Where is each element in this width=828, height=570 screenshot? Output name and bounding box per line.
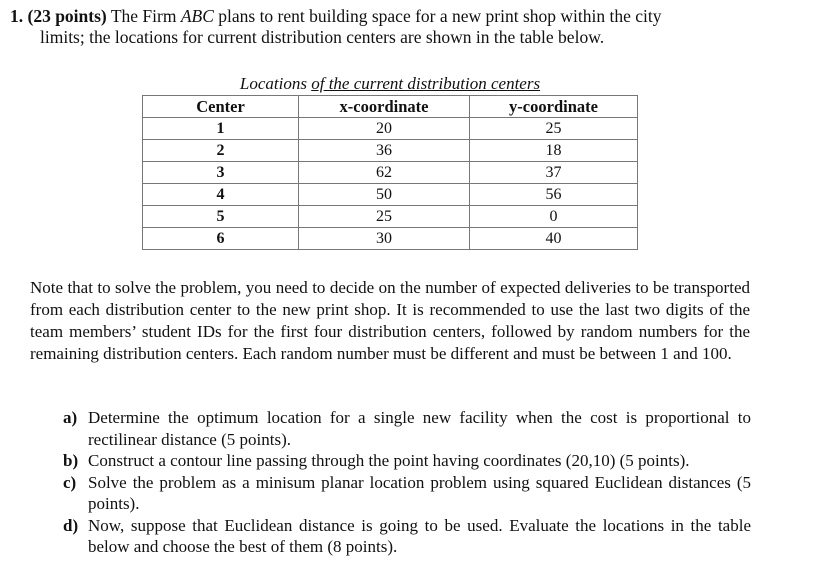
- part-label: b): [63, 451, 79, 470]
- cell-center: 5: [143, 206, 299, 228]
- cell-x: 50: [299, 184, 470, 206]
- part-label: c): [63, 472, 77, 492]
- header-y: y-coordinate: [470, 96, 638, 118]
- cell-y: 56: [470, 184, 638, 206]
- table-row: [143, 206, 638, 228]
- part-c: [63, 472, 751, 515]
- question-parts: [63, 407, 751, 558]
- part-text: Now, suppose that Euclidean distance is going to be used. Evaluate the locations in the table below and choose the best of them (8 points).: [88, 515, 751, 556]
- cell-y: 37: [470, 162, 638, 184]
- cell-x: 36: [299, 140, 470, 162]
- part-label: a): [63, 408, 78, 427]
- caption-part-b: of the current distribution centers: [311, 74, 541, 93]
- locations-table: [142, 95, 638, 250]
- table-row: [143, 228, 638, 250]
- part-a: [63, 407, 751, 450]
- table-row: [143, 184, 638, 206]
- table-caption: [140, 74, 640, 94]
- header-x: x-coordinate: [299, 96, 470, 118]
- part-b: [63, 450, 751, 472]
- table-row: [143, 162, 638, 184]
- part-text: Determine the optimum location for a single new facility when the cost is proportional to rectilinear distance (5 points).: [88, 408, 751, 449]
- question-line-1: [10, 6, 810, 27]
- part-d: [63, 515, 751, 558]
- firm-name: ABC: [180, 6, 214, 26]
- part-text: Solve the problem as a minisum planar location problem using squared Euclidean distances (5 points).: [88, 472, 751, 513]
- cell-y: 0: [470, 206, 638, 228]
- header-center: Center: [143, 96, 299, 118]
- question-number: 1. (23 points): [10, 6, 107, 26]
- cell-y: 25: [470, 118, 638, 140]
- cell-x: 62: [299, 162, 470, 184]
- question-intro-b: plans to rent building space for a new print shop within the city: [213, 6, 662, 26]
- question-header: [10, 6, 810, 48]
- table-row: [143, 140, 638, 162]
- table-header-row: [143, 96, 638, 118]
- cell-center: 6: [143, 228, 299, 250]
- cell-x: 25: [299, 206, 470, 228]
- caption-part-a: Locations: [239, 74, 312, 93]
- cell-center: 4: [143, 184, 299, 206]
- table-row: [143, 118, 638, 140]
- cell-x: 30: [299, 228, 470, 250]
- part-text: Construct a contour line passing through the point having coordinates (20,10) (5 points).: [88, 451, 690, 470]
- cell-y: 40: [470, 228, 638, 250]
- cell-center: 3: [143, 162, 299, 184]
- question-intro-a: The Firm: [110, 6, 181, 26]
- cell-center: 1: [143, 118, 299, 140]
- cell-center: 2: [143, 140, 299, 162]
- cell-x: 20: [299, 118, 470, 140]
- question-line-2: limits; the locations for current distribution centers are shown in the table below.: [40, 27, 605, 47]
- part-label: d): [63, 515, 79, 535]
- note-paragraph: Note that to solve the problem, you need to decide on the number of expected deliveries to be transported from each distribution center to the new print shop. It is recommended to use the last two digits of the team members’ student IDs for the first four distribution centers, followed by random numbers for the remaining distribution centers. Each random number must be different and must be between 1 and 100.: [30, 278, 750, 363]
- cell-y: 18: [470, 140, 638, 162]
